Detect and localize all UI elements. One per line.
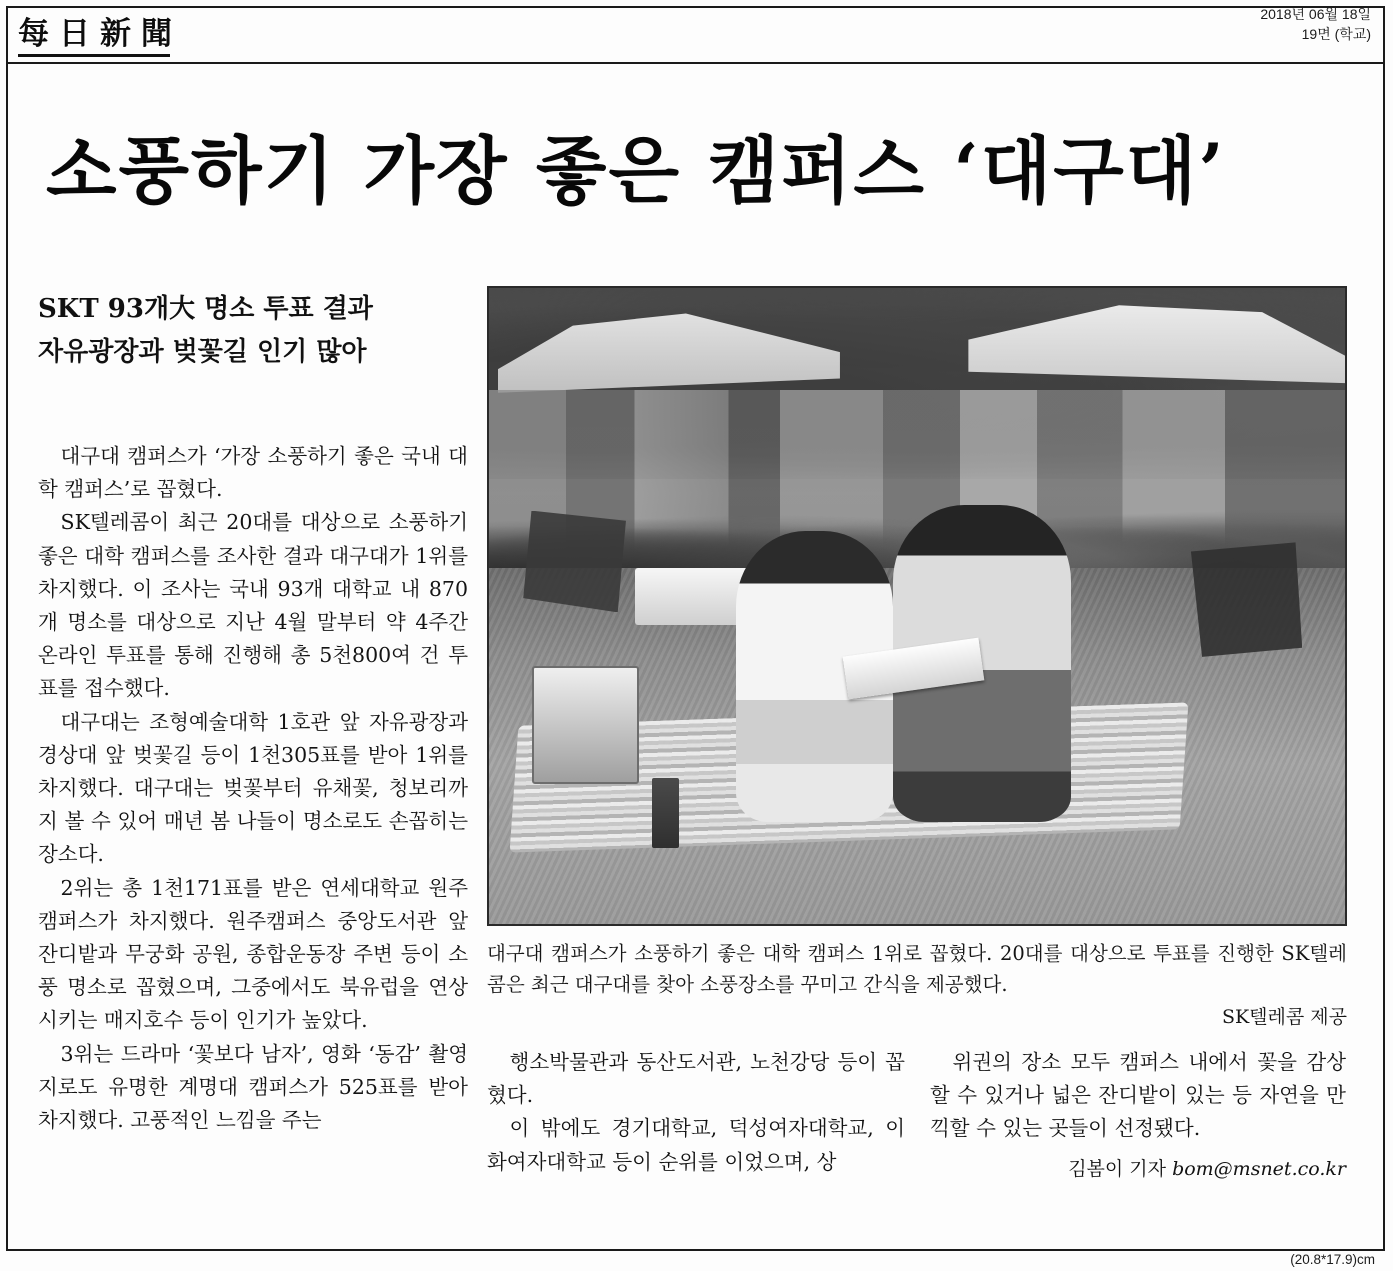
photo-camping-chair-left (523, 511, 626, 613)
article-column-3 (930, 1046, 1346, 1184)
paragraph: 대구대 캠퍼스가 ‘가장 소풍하기 좋은 국내 대학 캠퍼스’로 꼽혔다. (38, 444, 468, 502)
caption-text: 대구대 캠퍼스가 소풍하기 좋은 대학 캠퍼스 1위로 꼽혔다. 20대를 대상으로 투표를 진행한 SK텔레콤은 최근 대구대를 찾아 소풍장소를 꾸미고 간식을 제공했다. (487, 942, 1347, 997)
photo-camping-chair-right (1191, 542, 1302, 656)
masthead-underline (18, 54, 170, 57)
issue-info (1260, 4, 1371, 45)
paragraph: 대구대는 조형예술대학 1호관 앞 자유광장과 경상대 앞 벚꽃길 등이 1천305표를 받아 1위를 차지했다. 대구대는 벚꽃부터 유채꽃, 청보리까지 볼 수 있어 매년 봄 나들이 명소로도 손꼽히는 장소다. (38, 709, 468, 867)
photo-picnic-basket (532, 666, 639, 784)
masthead (18, 8, 318, 52)
issue-date: 2018년 06월 18일 (1260, 6, 1371, 22)
article-column-1 (38, 440, 468, 1137)
photo-credit: SK텔레콤 제공 (1221, 1006, 1347, 1029)
paragraph: 이 밖에도 경기대학교, 덕성여자대학교, 이화여자대학교 등이 순위를 이었으며, 상 (487, 1116, 905, 1174)
photo-image (489, 288, 1345, 924)
photo-caption (487, 938, 1347, 1033)
byline (930, 1154, 1346, 1185)
byline-reporter: 김봄이 기자 (1068, 1157, 1167, 1180)
paragraph: 2위는 총 1천171표를 받은 연세대학교 원주캠퍼스가 차지했다. 원주캠퍼스 중앙도서관 앞 잔디밭과 무궁화 공원, 종합운동장 주변 등이 소풍 명소로 꼽혔으며, 그중에서도 북유럽을 연상시키는 매지호수 등이 인기가 높았다. (38, 875, 468, 1033)
paragraph: 3위는 드라마 ‘꽃보다 남자’, 영화 ‘동감’ 촬영지로도 유명한 계명대 캠퍼스가 525표를 받아 차지했다. 고풍적인 느낌을 주는 (38, 1041, 468, 1133)
article-photo (487, 286, 1347, 926)
photo-couple (729, 492, 1071, 823)
paragraph: 위권의 장소 모두 캠퍼스 내에서 꽃을 감상할 수 있거나 넓은 잔디밭이 있는 등 자연을 만끽할 수 있는 곳들이 선정됐다. (930, 1050, 1346, 1141)
issue-page: 19면 (학교) (1301, 26, 1371, 43)
byline-email: bom@msnet.co.kr (1172, 1157, 1346, 1180)
article-column-2 (487, 1046, 905, 1179)
subheadline-line-1: SKT 93개大 명소 투표 결과 (38, 294, 373, 324)
photo-drink-cup (652, 778, 679, 848)
clipping-size-note: (20.8*17.9)cm (1290, 1252, 1375, 1267)
paragraph: 행소박물관과 동산도서관, 노천강당 등이 꼽혔다. (487, 1050, 905, 1108)
masthead-title: 每日新聞 (18, 16, 182, 52)
paragraph: SK텔레콤이 최근 20대를 대상으로 소풍하기 좋은 대학 캠퍼스를 조사한 결과 대구대가 1위를 차지했다. 이 조사는 국내 93개 대학교 내 870개 명소를 대상으로 지난 4월 말부터 약 4주간 온라인 투표를 통해 진행해 총 5천800여 건 투표를 접수했다. (38, 510, 468, 701)
page-title: 소풍하기 가장 좋은 캠퍼스 ‘대구대’ (46, 128, 1226, 214)
subheadline-line-2: 자유광장과 벚꽃길 인기 많아 (38, 336, 367, 367)
header-divider (8, 62, 1385, 64)
subheadline (38, 288, 468, 374)
